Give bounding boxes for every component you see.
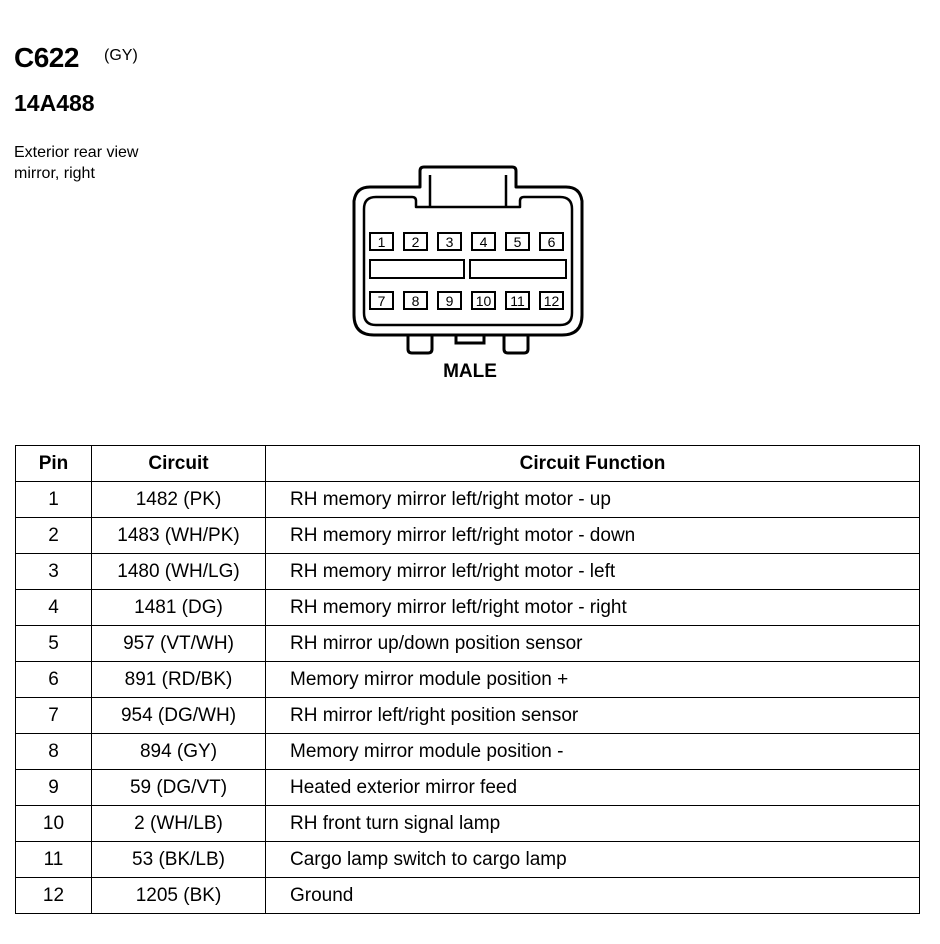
connector-id: C622 — [14, 42, 79, 73]
function-cell: Ground — [266, 878, 920, 914]
table-row — [16, 518, 920, 554]
header-pin: Pin — [16, 446, 92, 482]
circuit-cell: 957 (VT/WH) — [92, 626, 266, 662]
circuit-cell: 1480 (WH/LG) — [92, 554, 266, 590]
table-row — [16, 554, 920, 590]
table-header-row — [16, 446, 920, 482]
connector-gender-label: MALE — [443, 361, 497, 382]
function-cell: RH mirror left/right position sensor — [266, 698, 920, 734]
pin-cell: 12 — [16, 878, 92, 914]
pin-number: 4 — [479, 234, 488, 250]
description-line: Exterior rear view — [14, 144, 139, 161]
function-cell: RH mirror up/down position sensor — [266, 626, 920, 662]
pin-number: 12 — [543, 293, 560, 309]
pin-cell: 1 — [16, 482, 92, 518]
function-cell: Memory mirror module position + — [266, 662, 920, 698]
pin-cell: 7 — [16, 698, 92, 734]
table-row — [16, 698, 920, 734]
function-cell: Cargo lamp switch to cargo lamp — [266, 842, 920, 878]
table-row — [16, 590, 920, 626]
pin-cell: 6 — [16, 662, 92, 698]
pin-cell: 10 — [16, 806, 92, 842]
pin-cell: 8 — [16, 734, 92, 770]
description-line: mirror, right — [14, 165, 95, 182]
circuit-cell: 1481 (DG) — [92, 590, 266, 626]
table-row — [16, 482, 920, 518]
function-cell: Heated exterior mirror feed — [266, 770, 920, 806]
pin-cell: 2 — [16, 518, 92, 554]
circuit-cell: 53 (BK/LB) — [92, 842, 266, 878]
function-cell: RH front turn signal lamp — [266, 806, 920, 842]
connector-description — [14, 142, 214, 184]
connector-face-diagram — [350, 165, 590, 360]
table-row — [16, 734, 920, 770]
pin-number: 2 — [411, 234, 420, 250]
pin-number: 7 — [377, 293, 386, 309]
connector-color: (GY) — [104, 47, 138, 64]
table-row — [16, 842, 920, 878]
pin-number: 3 — [445, 234, 454, 250]
pin-number: 10 — [475, 293, 492, 309]
pin-row-bottom — [370, 292, 563, 309]
part-number: 14A488 — [14, 90, 95, 116]
pinout-table — [15, 445, 920, 914]
pin-cell: 4 — [16, 590, 92, 626]
circuit-cell: 1482 (PK) — [92, 482, 266, 518]
table-row — [16, 770, 920, 806]
function-cell: RH memory mirror left/right motor - left — [266, 554, 920, 590]
circuit-cell: 954 (DG/WH) — [92, 698, 266, 734]
header-circuit: Circuit — [92, 446, 266, 482]
function-cell: Memory mirror module position - — [266, 734, 920, 770]
table-row — [16, 806, 920, 842]
circuit-cell: 891 (RD/BK) — [92, 662, 266, 698]
pin-number: 6 — [547, 234, 556, 250]
pin-number: 11 — [510, 293, 525, 309]
function-cell: RH memory mirror left/right motor - up — [266, 482, 920, 518]
circuit-cell: 1205 (BK) — [92, 878, 266, 914]
function-cell: RH memory mirror left/right motor - down — [266, 518, 920, 554]
pin-cell: 11 — [16, 842, 92, 878]
pin-cell: 3 — [16, 554, 92, 590]
table-row — [16, 662, 920, 698]
pin-number: 1 — [377, 234, 386, 250]
pin-cell: 9 — [16, 770, 92, 806]
pin-number: 9 — [445, 293, 454, 309]
pin-cell: 5 — [16, 626, 92, 662]
table-row — [16, 878, 920, 914]
function-cell: RH memory mirror left/right motor - right — [266, 590, 920, 626]
pin-row-top — [370, 233, 563, 250]
pin-number: 8 — [411, 293, 420, 309]
circuit-cell: 59 (DG/VT) — [92, 770, 266, 806]
pin-number: 5 — [513, 234, 522, 250]
circuit-cell: 2 (WH/LB) — [92, 806, 266, 842]
table-row — [16, 626, 920, 662]
circuit-cell: 894 (GY) — [92, 734, 266, 770]
circuit-cell: 1483 (WH/PK) — [92, 518, 266, 554]
header-function: Circuit Function — [266, 446, 920, 482]
